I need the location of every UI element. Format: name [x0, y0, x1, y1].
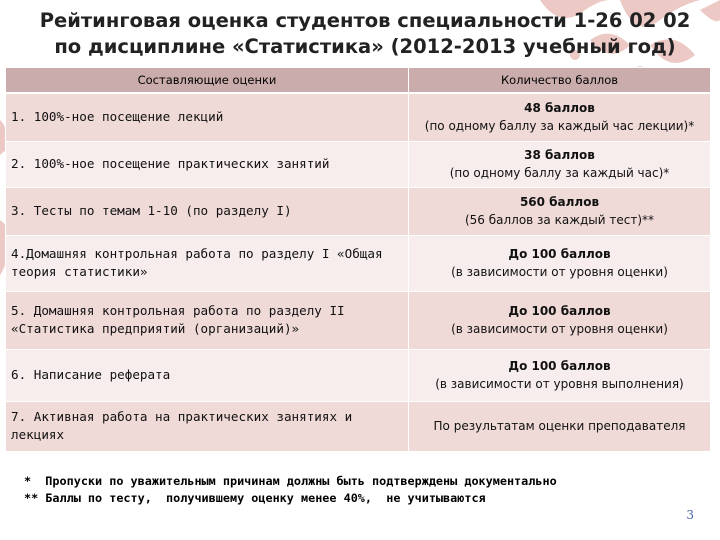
table-row [6, 349, 711, 401]
table-row [6, 93, 711, 141]
page-number: 3 [686, 508, 694, 522]
table-row [6, 187, 711, 235]
points-cell [409, 401, 711, 451]
table-row [6, 291, 711, 349]
points-cell [409, 291, 711, 349]
points-amount: До 100 баллов [508, 304, 611, 318]
points-note: (по одному баллу за каждый час лекции)* [424, 119, 695, 134]
component-cell: 1. 100%-ное посещение лекций [6, 93, 409, 141]
points-note: По результатам оценки преподавателя [433, 419, 686, 433]
rating-table [5, 67, 711, 452]
component-cell: 7. Активная работа на практических занятиях и лекциях [6, 401, 409, 451]
component-cell: 4.Домашняя контрольная работа по разделу I «Общая теория статистики» [6, 235, 409, 291]
points-amount: 38 баллов [524, 148, 595, 162]
points-amount: 560 баллов [519, 195, 600, 209]
points-note: (по одному баллу за каждый час)* [449, 166, 670, 180]
points-cell [409, 235, 711, 291]
points-amount: 48 баллов [524, 101, 595, 116]
table-row [6, 401, 711, 451]
component-cell: 3. Тесты по темам 1-10 (по разделу I) [6, 187, 409, 235]
footnotes [24, 473, 557, 507]
points-amount: До 100 баллов [508, 247, 611, 261]
title-line-1: Рейтинговая оценка студентов специальности 1-26 02 02 [39, 9, 691, 32]
points-note: (56 баллов за каждый тест)** [464, 213, 655, 227]
component-cell: 2. 100%-ное посещение практических занятий [6, 141, 409, 187]
footnote-2: ** Баллы по тесту, получившему оценку менее 40%, не учитываются [24, 491, 486, 505]
table-row [6, 235, 711, 291]
footnote-1: * Пропуски по уважительным причинам должны быть подтверждены документально [24, 474, 557, 488]
column-header-components: Составляющие оценки [6, 68, 409, 94]
points-note: (в зависимости от уровня оценки) [451, 265, 668, 279]
table-row [6, 141, 711, 187]
points-note: (в зависимости от уровня оценки) [451, 322, 668, 336]
points-cell [409, 349, 711, 401]
points-amount: До 100 баллов [508, 359, 611, 373]
component-cell: 5. Домашняя контрольная работа по разделу II «Статистика предприятий (организаций)» [6, 291, 409, 349]
table-header-row [6, 68, 711, 94]
points-cell [409, 187, 711, 235]
points-cell [409, 141, 711, 187]
column-header-points: Количество баллов [409, 68, 711, 94]
points-note: (в зависимости от уровня выполнения) [435, 377, 684, 391]
component-cell: 6. Написание реферата [6, 349, 409, 401]
title-line-2: по дисциплине «Статистика» (2012-2013 учебный год) [54, 35, 676, 58]
points-cell [409, 93, 711, 141]
page-title [20, 8, 710, 60]
